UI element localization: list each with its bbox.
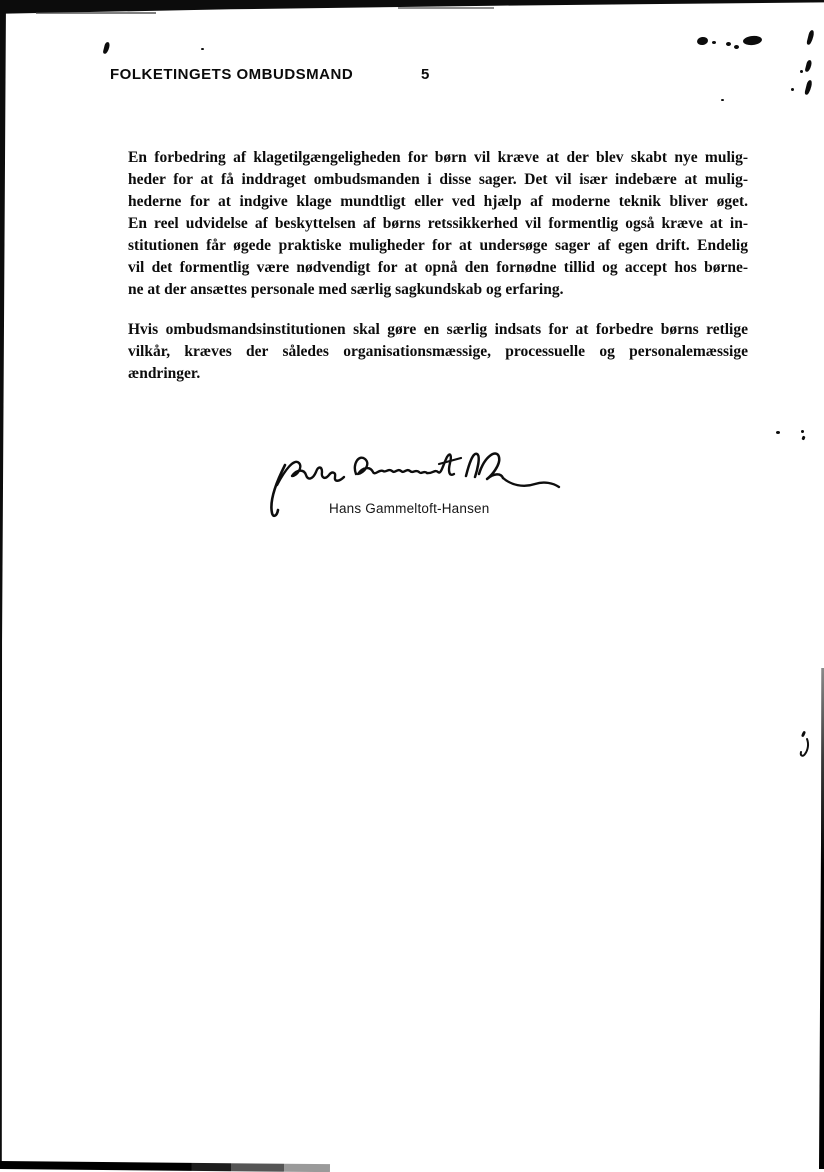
signature-block <box>263 443 563 521</box>
scan-speck <box>806 30 814 46</box>
scan-edge-left <box>0 0 6 1169</box>
text-line: ændringer. <box>128 365 201 382</box>
paragraph <box>128 147 748 301</box>
text-line: Hvis ombudsmandsinstitutionen skal gøre en særlig indsats for at forbedre børns retlige <box>128 321 748 338</box>
page-header-title: FOLKETINGETS OMBUDSMAND <box>110 66 354 83</box>
text-line: heder for at få inddraget ombudsmanden i disse sager. Det vil især indebære at mulig- <box>128 171 748 188</box>
scan-speck <box>800 70 803 73</box>
scan-speck <box>721 99 724 101</box>
scan-speck <box>798 737 812 759</box>
scan-speck <box>776 431 780 434</box>
scan-dash <box>36 12 156 14</box>
page-number: 5 <box>421 66 430 83</box>
scan-speck <box>801 436 805 441</box>
text-line: vilkår, kræves der således organisationsmæssige, processuelle og personalemæssige <box>128 343 748 360</box>
scan-speck <box>201 48 204 50</box>
scan-speck <box>801 430 804 433</box>
text-line: En reel udvidelse af beskyttelsen af børns retssikkerhed vil formentlig også kræve at in- <box>128 215 748 232</box>
scan-edge-right <box>819 668 824 1169</box>
scan-speck <box>103 42 111 55</box>
scan-speck <box>734 45 739 49</box>
scan-speck <box>726 42 731 46</box>
scan-speck <box>804 80 812 96</box>
text-line: stitutionen får øgede praktiske muligheder for at undersøge sager af egen drift. Endelig <box>128 237 748 254</box>
scan-speck <box>805 60 813 73</box>
scan-speck <box>696 36 708 45</box>
text-line: En forbedring af klagetilgængeligheden for børn vil kræve at der blev skabt nye mulig- <box>128 149 748 166</box>
scan-dash <box>398 7 494 9</box>
scan-speck <box>791 88 794 91</box>
text-line: vil det formentlig være nødvendigt for at opnå den fornødne tillid og accept hos børne- <box>128 259 748 276</box>
scan-speck <box>712 41 716 44</box>
signature-name: Hans Gammeltoft-Hansen <box>329 501 490 516</box>
text-line: ne at der ansættes personale med særlig sagkundskab og erfaring. <box>128 281 564 298</box>
scan-speck <box>743 35 763 46</box>
text-line: hederne for at indgive klage mundtligt eller ved hjælp af moderne teknik bliver øget. <box>128 193 748 210</box>
paragraph <box>128 319 748 385</box>
scan-edge-bottom <box>0 1161 330 1172</box>
